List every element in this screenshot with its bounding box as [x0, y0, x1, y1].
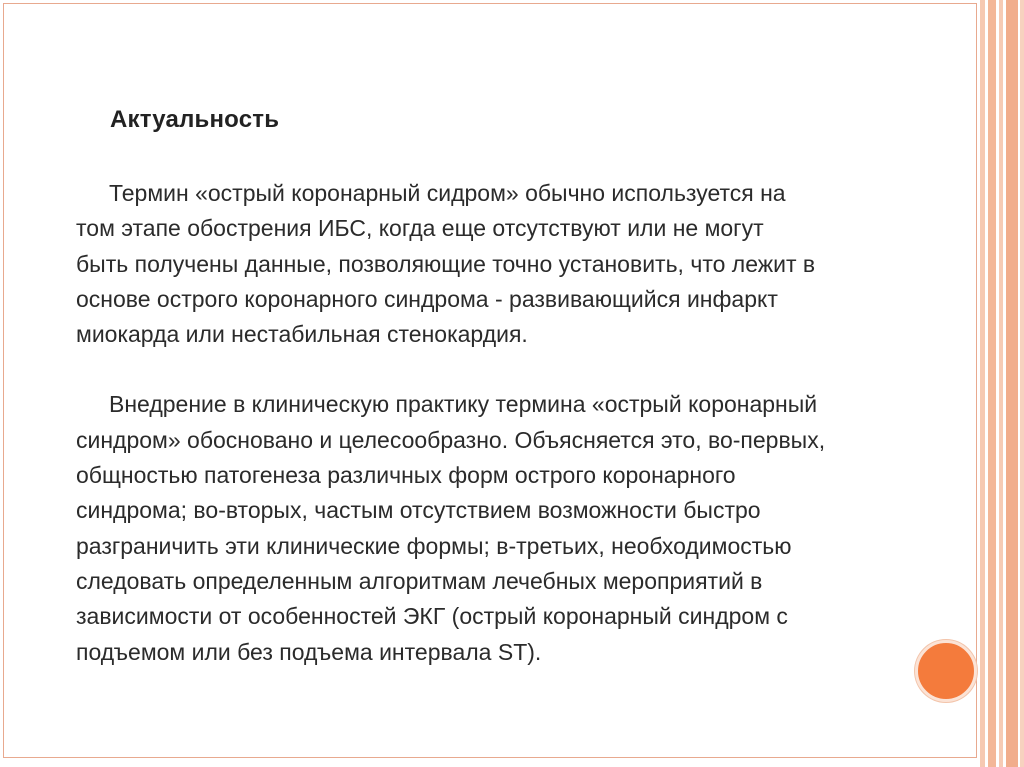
stripe: [988, 0, 996, 767]
text-line: подъемом или без подъема интервала ST).: [76, 638, 542, 665]
text-line: разграничить эти клинические формы; в-третьих, необходимостью: [76, 532, 792, 559]
text-line: Внедрение в клиническую практику термина «острый коронарный: [109, 391, 818, 418]
paragraph-2: [76, 387, 920, 669]
text-line: миокарда или нестабильная стенокардия.: [76, 321, 528, 348]
text-line: основе острого коронарного синдрома - развивающийся инфаркт: [76, 285, 778, 312]
decorative-stripes: [980, 0, 1024, 767]
text-line: быть получены данные, позволяющие точно установить, что лежит в: [76, 250, 816, 277]
text-line: зависимости от особенностей ЭКГ (острый коронарный синдром с: [76, 603, 788, 630]
slide-body: [76, 176, 920, 670]
stripe: [1020, 0, 1024, 767]
slide-title: Актуальность: [110, 106, 280, 133]
paragraph-1: [76, 176, 920, 352]
stripe: [999, 0, 1003, 767]
text-line: синдром» обосновано и целесообразно. Объясняется это, во-первых,: [76, 426, 826, 453]
text-line: Термин «острый коронарный сидром» обычно используется на: [109, 180, 786, 206]
accent-circle-icon: [915, 640, 977, 702]
stripe: [980, 0, 985, 767]
stripe: [1006, 0, 1018, 767]
text-line: синдрома; во-вторых, частым отсутствием возможности быстро: [76, 497, 761, 524]
text-line: следовать определенным алгоритмам лечебных мероприятий в: [76, 567, 763, 594]
text-line: том этапе обострения ИБС, когда еще отсутствуют или не могут: [76, 215, 764, 242]
text-line: общностью патогенеза различных форм острого коронарного: [76, 462, 736, 489]
